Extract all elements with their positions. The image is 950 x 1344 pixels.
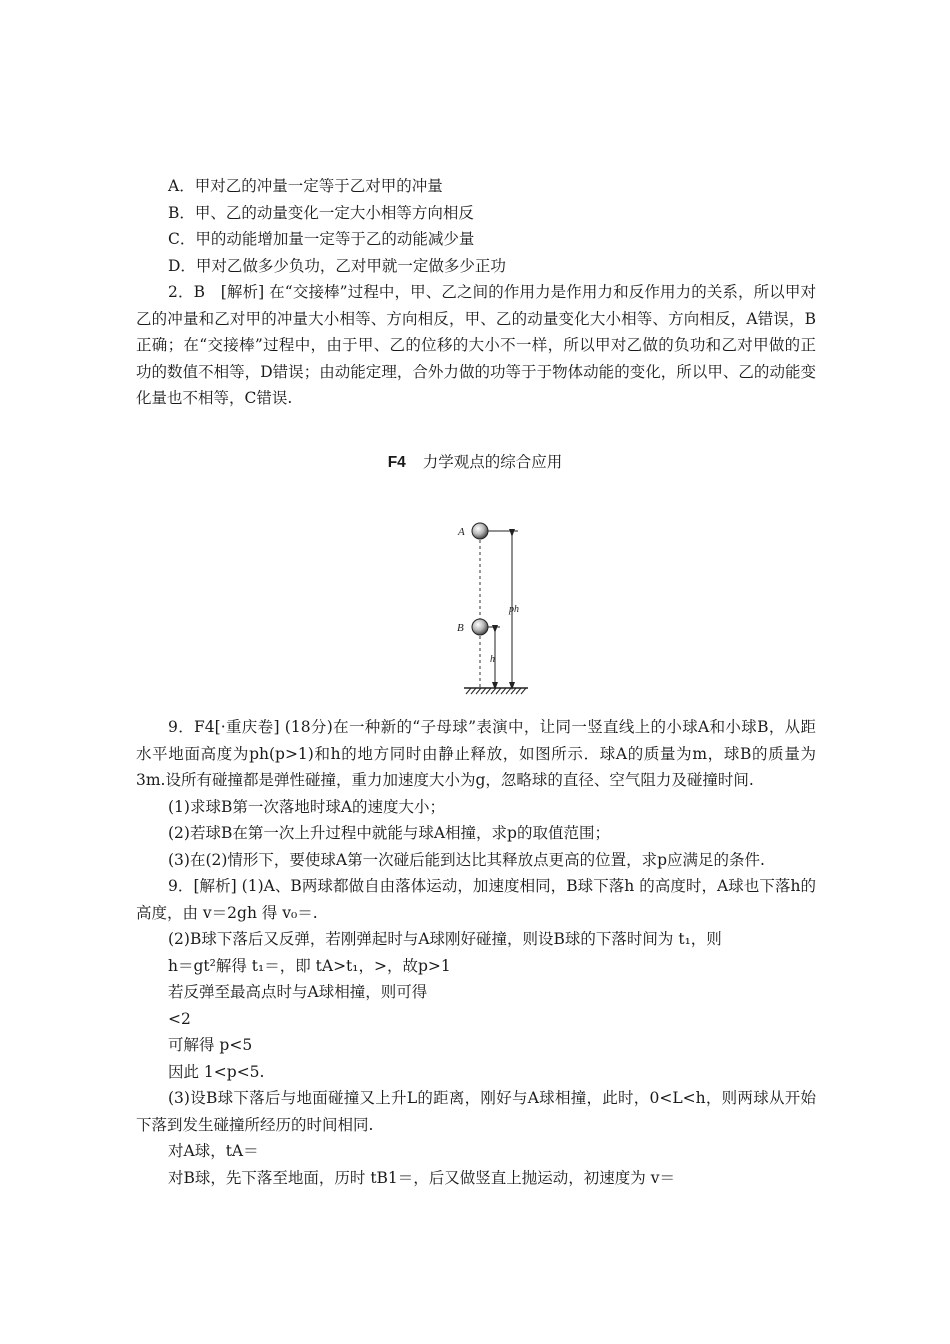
label-b: B bbox=[457, 622, 464, 634]
ball-b bbox=[472, 619, 488, 635]
solution-9-line6: 可解得 p<5 bbox=[168, 1036, 253, 1054]
ground-hatch bbox=[466, 688, 526, 694]
question-9-stem: 9．F4[·重庆卷] (18分)在一种新的“子母球”表演中，让同一竖直线上的小球A和小球B，从距水平地面高度为ph(p>1)和h的地方同时由静止释放，如图所示．球A的质量为m，球B的质量为3m.设所有碰撞都是弹性碰撞，重力加速度大小为g，忽略球的直径、空气阻力及碰撞时间. bbox=[136, 718, 816, 789]
option-c: C．甲的动能增加量一定等于乙的动能减少量 bbox=[168, 230, 475, 248]
solution-9-line10: 对B球，先下落至地面，历时 tB1＝，后又做竖直上抛运动，初速度为 v＝ bbox=[168, 1168, 675, 1187]
falling-balls-figure bbox=[440, 512, 540, 702]
ball-a bbox=[472, 523, 488, 539]
solution-9-line9: 对A球，tA＝ bbox=[168, 1142, 259, 1160]
solution-9-line4: 若反弹至最高点时与A球相撞，则可得 bbox=[168, 983, 428, 1001]
question-9-sub1: (1)求球B第一次落地时球A的速度大小； bbox=[168, 797, 446, 816]
option-a: A．甲对乙的冲量一定等于乙对甲的冲量 bbox=[168, 177, 443, 195]
section-code: F4 bbox=[387, 454, 406, 471]
options-block bbox=[136, 173, 816, 412]
solution-9-line3: h＝gt²解得 t₁＝，即 tA>t₁，>，故p>1 bbox=[168, 956, 451, 975]
option-b: B．甲、乙的动量变化一定大小相等方向相反 bbox=[168, 203, 474, 222]
section-heading bbox=[0, 450, 950, 472]
solution-9-part1: 9．[解析] (1)A、B两球都做自由落体运动，加速度相同，B球下落h 的高度时，A球也下落h的高度，由 v＝2gh 得 v₀＝. bbox=[136, 877, 816, 922]
section-title: 力学观点的综合应用 bbox=[422, 453, 563, 471]
solution-9-line2: (2)B球下落后又反弹，若刚弹起时与A球刚好碰撞，则设B球的下落时间为 t₁，则 bbox=[168, 930, 722, 948]
question-9-block bbox=[136, 714, 816, 1191]
option-d: D．甲对乙做多少负功，乙对甲就一定做多少正功 bbox=[168, 256, 506, 275]
answer-2-explanation: 2．B [解析] 在“交接棒”过程中，甲、乙之间的作用力是作用力和反作用力的关系，所以甲对乙的冲量和乙对甲的冲量大小相等、方向相反，甲、乙的动量变化大小相等、方向相反，A错误，B正确；在“交接棒”过程中，由于甲、乙的位移的大小不一样，所以甲对乙做的负功和乙对甲做的正功的数值不相等，D错误；由动能定理，合外力做的功等于于物体动能的变化，所以甲、乙的动能变化量也不相等，C错误. bbox=[136, 283, 816, 407]
question-9-sub2: (2)若球B在第一次上升过程中就能与球A相撞，求p的取值范围； bbox=[168, 824, 610, 842]
question-9-sub3: (3)在(2)情形下，要使球A第一次碰后能到达比其释放点更高的位置，求p应满足的条件. bbox=[168, 850, 765, 869]
label-h: h bbox=[490, 654, 495, 665]
solution-9-part3: (3)设B球下落后与地面碰撞又上升L的距离，刚好与A球相撞，此时，0<L<h，则两球从开始下落到发生碰撞所经历的时间相同. bbox=[136, 1089, 816, 1134]
solution-9-line7: 因此 1<p<5. bbox=[168, 1062, 265, 1081]
solution-9-line5: <2 bbox=[168, 1009, 191, 1028]
label-a: A bbox=[458, 526, 465, 538]
label-ph: ph bbox=[509, 604, 519, 615]
